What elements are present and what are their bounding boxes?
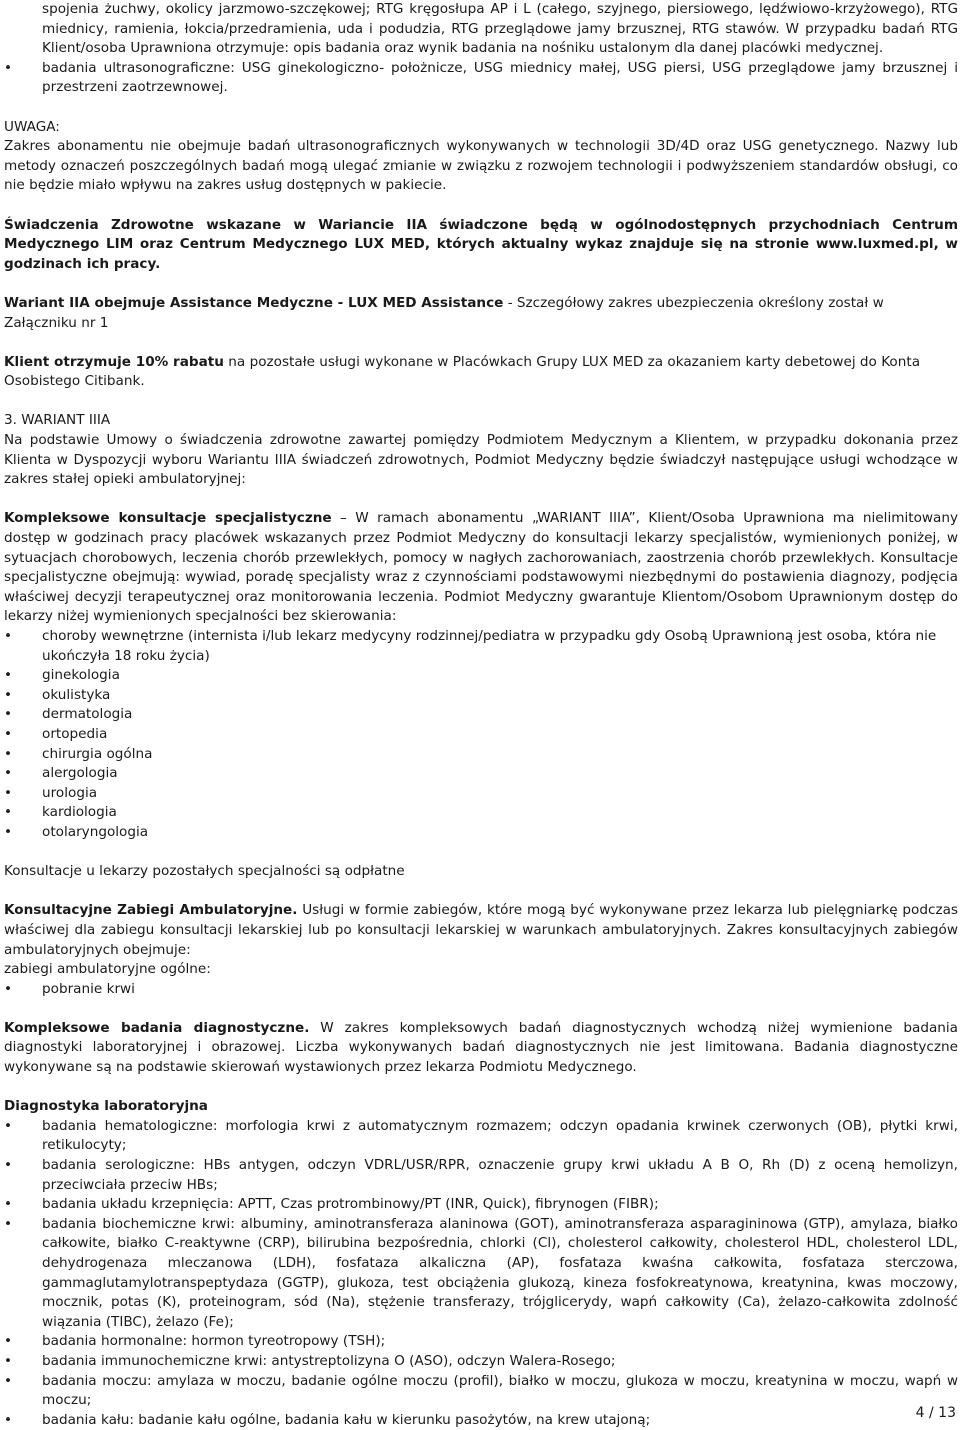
section-3-heading: 3. WARIANT IIIA xyxy=(4,412,111,429)
zabiegi-lead: Konsultacyjne Zabiegi Ambulatoryjne. xyxy=(4,902,298,919)
list-item: • badania kału: badanie kału ogólne, badania kału w kierunku pasożytów, na krew utajoną; xyxy=(4,1411,958,1430)
swiadczenia-paragraph: Świadczenia Zdrowotne wskazane w Wariancie IIA świadczone będą w ogólnodostępnych przychodniach Centrum Medycznego LIM oraz Centrum Medycznego LUX MED, których aktualny wykaz znajduje się na stronie www.luxmed.pl, w godzinach ich pracy. xyxy=(4,216,958,272)
list-item: • badania układu krzepnięcia: APTT, Czas protrombinowy/PT (INR, Quick), fibrynogen (FIBR); xyxy=(4,1195,958,1215)
zabiegi-subheading: zabiegi ambulatoryjne ogólne: xyxy=(4,961,211,978)
document-content xyxy=(4,0,958,1430)
wariant-assistance-lead: Wariant IIA obejmuje Assistance Medyczne - LUX MED Assistance xyxy=(4,294,504,311)
list-item: • otolaryngologia xyxy=(4,823,958,843)
diagnostyka-lead: Kompleksowe badania diagnostyczne. xyxy=(4,1019,310,1036)
list-item: • chirurgia ogólna xyxy=(4,745,958,765)
uwaga-text: Zakres abonamentu nie obejmuje badań ultrasonograficznych wykonywanych w technologii 3D/4D oraz USG genetycznego. Nazwy lub metody oznaczeń poszczególnych badań mogą ulegać zmianie w związku z rozwojem technologii i podwyższeniem standardów obsługi, co nie będzie miało wpływu na zakres usług dostępnych w pakiecie. xyxy=(4,138,958,194)
diagnostyka-rest: W zakres kompleksowych badań diagnostycznych wchodzą niżej wymienione badania diagnostyki laboratoryjnej i obrazowej. Liczba wykonywanych badań diagnostycznych nie jest limitowana. Badania diagnostyczne wykonywane są na podstawie skierowań wystawionych przez lekarza Podmiotu Medycznego. xyxy=(4,1019,959,1076)
wariant-assistance-rest: - Szczegółowy zakres ubezpieczenia określony został w Załączniku nr 1 xyxy=(4,294,884,331)
list-item: • ortopedia xyxy=(4,725,958,745)
section-3-intro: Na podstawie Umowy o świadczenia zdrowotne zawartej pomiędzy Podmiotem Medycznym a Klientem, w przypadku dokonania przez Klienta w Dyspozycji wyboru Wariantu IIIA świadczeń zdrowotnych, Podmiot Medyczny będzie świadczył następujące usługi wchodzące w zakres stałej opieki ambulatoryjnej: xyxy=(4,432,958,488)
wariant-assistance-paragraph xyxy=(4,294,958,333)
konsultacje-lead: Kompleksowe konsultacje specjalistyczne xyxy=(4,510,332,527)
list-item: • badania ultrasonograficzne: USG ginekologiczno- położnicze, USG miednicy małej, USG piersi, USG przeglądowe jamy brzusznej i przestrzeni zaotrzewnowej. xyxy=(4,59,958,98)
usg-list xyxy=(4,59,958,98)
list-item: • dermatologia xyxy=(4,705,958,725)
list-item: • alergologia xyxy=(4,764,958,784)
list-item: • badania immunochemiczne krwi: antystreptolizyna O (ASO), odczyn Walera-Rosego; xyxy=(4,1352,958,1372)
zabiegi-rest: Usługi w formie zabiegów, które mogą być wykonywane przez lekarza lub pielęgniarkę podczas właściwej dla zabiegu konsultacji lekarskiej lub po konsultacji lekarskiej w warunkach ambulatoryjnych. Zakres konsultacyjnych zabiegów ambulatoryjnych obejmuje: xyxy=(4,902,958,958)
rabat-rest: na pozostałe usługi wykonane w Placówkach Grupy LUX MED za okazaniem karty debetowej do Konta Osobistego Citibank. xyxy=(4,353,921,390)
page-number: 4 / 13 xyxy=(915,1405,956,1421)
list-item: • badania hematologiczne: morfologia krwi z automatycznym rozmazem; odczyn opadania krwinek czerwonych (OB), płytki krwi, retikulocyty; xyxy=(4,1117,958,1156)
list-item: • ginekologia xyxy=(4,666,958,686)
rabat-paragraph xyxy=(4,353,958,392)
list-item: • badania moczu: amylaza w moczu, badanie ogólne moczu (profil), białko w moczu, glukoza w moczu, kreatynina w moczu, wapń w moczu; xyxy=(4,1372,958,1411)
list-item: • badania biochemiczne krwi: albuminy, aminotransferaza alaninowa (GOT), aminotransferaza asparagininowa (GTP), amylaza, białko całkowite, białko C-reaktywne (CRP), bilirubina bezpośrednia, chlorki (Cl), cholesterol całkowity, cholesterol HDL, cholesterol LDL, dehydrogenaza mleczanowa (LDH), fosfataza alkaliczna (AP), fosfataza kwaśna całkowita, fosfataza sterczowa, gammaglutamylotranspeptydaza (GGTP), glukoza, test obciążenia glukozą, kineza fosfokreatynowa, kreatynina, kwas moczowy, mocznik, potas (K), proteinogram, sód (Na), stężenie transferazy, trójglicerydy, wapń całkowity (Ca), żelazo-całkowita zdolność wiązania (TIBC), żelazo (Fe); xyxy=(4,1215,958,1333)
uwaga-heading: UWAGA: xyxy=(4,118,60,135)
list-item: • urologia xyxy=(4,784,958,804)
list-item: • kardiologia xyxy=(4,803,958,823)
list-item: • badania serologiczne: HBs antygen, odczyn VDRL/USR/RPR, oznaczenie grupy krwi układu A B O, Rh (D) z oceną hemolizyn, przeciwciała przeciw HBs; xyxy=(4,1156,958,1195)
konsultacje-paragraph xyxy=(4,509,958,627)
list-item: • badania hormonalne: hormon tyreotropowy (TSH); xyxy=(4,1332,958,1352)
specialties-list xyxy=(4,627,958,843)
lab-list xyxy=(4,1117,958,1430)
konsultacje-rest: – W ramach abonamentu „WARIANT IIIA”, Klient/Osoba Uprawniona ma nielimitowany dostęp w godzinach pracy placówek wskazanych przez Podmiot Medyczny do konsultacji lekarzy specjalistów, wymienionych poniżej, w sytuacjach chorobowych, leczenia chorób przewlekłych, pomocy w nagłych zachorowaniach, zaostrzenia chorób przewlekłych. Konsultacje specjalistyczne obejmują: wywiad, poradę specjalisty wraz z czynnościami podstawowymi niezbędnymi do postawienia diagnozy, podjęcia właściwej decyzji terapeutycznej oraz monitorowania leczenia. Podmiot Medyczny gwarantuje Klientom/Osobom Uprawnionym dostęp do lekarzy niżej wymienionych specjalności bez skierowania: xyxy=(4,510,958,625)
konsultacje-footer: Konsultacje u lekarzy pozostałych specjalności są odpłatne xyxy=(4,863,405,880)
diagnostyka-paragraph xyxy=(4,1019,958,1078)
zabiegi-list xyxy=(4,980,958,1000)
list-item: • okulistyka xyxy=(4,686,958,706)
rabat-lead: Klient otrzymuje 10% rabatu xyxy=(4,353,224,370)
zabiegi-paragraph xyxy=(4,901,958,960)
list-item: • pobranie krwi xyxy=(4,980,958,1000)
list-item: • choroby wewnętrzne (internista i/lub lekarz medycyny rodzinnej/pediatra w przypadku gdy Osobą Uprawnioną jest osoba, która nie ukończyła 18 roku życia) xyxy=(4,627,958,666)
rtg-list-continuation: spojenia żuchwy, okolicy jarzmowo-szczękowej; RTG kręgosłupa AP i L (całego, szyjnego, piersiowego, lędźwiowo-krzyżowego), RTG miednicy, ramienia, łokcia/przedramienia, uda i podudzia, RTG przeglądowe jamy brzusznej, RTG stawów. W przypadku badań RTG Klient/osoba Uprawniona otrzymuje: opis badania oraz wynik badania na nośniku ustalonym dla danej placówki medycznej. xyxy=(42,1,958,57)
lab-heading: Diagnostyka laboratoryjna xyxy=(4,1098,208,1115)
